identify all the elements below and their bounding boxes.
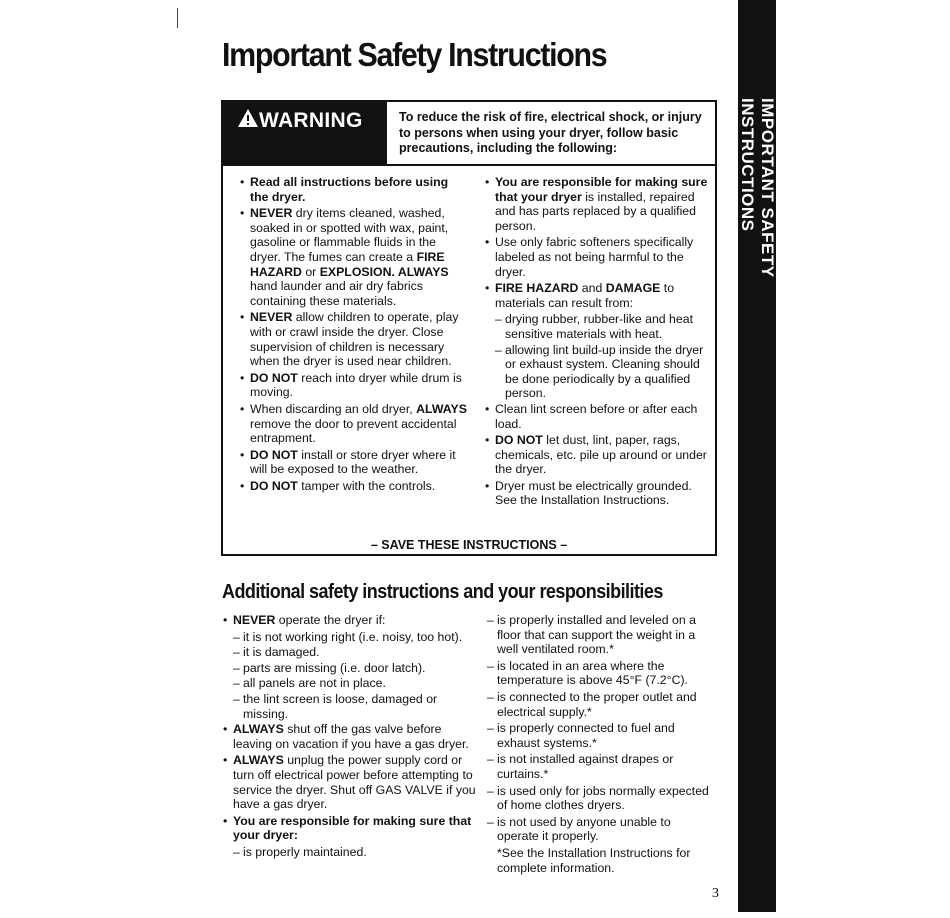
list-item: • Use only fabric softeners specifically labeled as not being harmful to the dryer. bbox=[485, 235, 710, 279]
list-item: • You are responsible for making sure that your dryer: bbox=[223, 814, 483, 843]
list-subitem: – is properly connected to fuel and exhaust systems.* bbox=[487, 721, 712, 750]
list-subitem: – is connected to the proper outlet and electrical supply.* bbox=[487, 690, 712, 719]
list-item: • NEVER dry items cleaned, washed, soaked in or spotted with wax, paint, gasoline or flammable fluids in the dryer. The fumes can create a FIRE HAZARD or EXPLOSION. ALWAYS hand launder and air dry fabrics containing these materials. bbox=[240, 206, 468, 308]
list-item: • Dryer must be electrically grounded. See the Installation Instructions. bbox=[485, 479, 710, 508]
list-item: • DO NOT tamper with the controls. bbox=[240, 479, 468, 494]
section-title: Additional safety instructions and your responsibilities bbox=[222, 581, 663, 603]
list-item: • Read all instructions before using the dryer. bbox=[240, 175, 468, 204]
warning-rule bbox=[387, 164, 715, 166]
additional-left-column bbox=[223, 613, 483, 861]
list-item: • You are responsible for making sure that your dryer is installed, repaired and has parts replaced by a qualified person. bbox=[485, 175, 710, 233]
list-item: • DO NOT install or store dryer where it will be exposed to the weather. bbox=[240, 448, 468, 477]
list-item: • DO NOT let dust, lint, paper, rags, chemicals, etc. pile up around or under the dryer. bbox=[485, 433, 710, 477]
warning-intro: To reduce the risk of fire, electrical shock, or injury to persons when using your dryer, follow basic precautions, including the following: bbox=[399, 110, 702, 155]
warning-badge bbox=[223, 102, 387, 166]
warning-box bbox=[221, 100, 717, 556]
list-subitem: – parts are missing (i.e. door latch). bbox=[223, 661, 483, 676]
side-tab bbox=[738, 0, 776, 912]
side-tab-label: IMPORTANT SAFETY INSTRUCTIONS bbox=[738, 98, 777, 278]
warning-triangle-icon bbox=[237, 108, 259, 128]
list-subitem: – is properly maintained. bbox=[223, 845, 483, 860]
list-subitem: – drying rubber, rubber-like and heat sensitive materials with heat. bbox=[485, 312, 710, 341]
list-item: • When discarding an old dryer, ALWAYS remove the door to prevent accidental entrapment. bbox=[240, 402, 468, 446]
list-item: • DO NOT reach into dryer while drum is moving. bbox=[240, 371, 468, 400]
margin-mark bbox=[177, 8, 178, 28]
list-item: • ALWAYS shut off the gas valve before leaving on vacation if you have a gas dryer. bbox=[223, 722, 483, 751]
list-subitem: – is used only for jobs normally expected of home clothes dryers. bbox=[487, 784, 712, 813]
warning-left-column bbox=[240, 175, 468, 495]
list-subitem: – it is not working right (i.e. noisy, too hot). bbox=[223, 630, 483, 645]
page-number: 3 bbox=[712, 886, 719, 901]
list-subitem: – is not used by anyone unable to operate it properly. bbox=[487, 815, 712, 844]
footnote: *See the Installation Instructions for complete information. bbox=[497, 845, 691, 875]
list-subitem: – is not installed against drapes or curtains.* bbox=[487, 752, 712, 781]
list-subitem: – it is damaged. bbox=[223, 645, 483, 660]
list-item: • NEVER operate the dryer if: bbox=[223, 613, 483, 628]
warning-right-column bbox=[485, 175, 710, 510]
list-subitem: – allowing lint build-up inside the dryer or exhaust system. Cleaning should be done periodically by a qualified person. bbox=[485, 343, 710, 401]
list-subitem: – is properly installed and leveled on a floor that can support the weight in a well ventilated room.* bbox=[487, 613, 712, 657]
list-subitem: – all panels are not in place. bbox=[223, 676, 483, 691]
list-item: • Clean lint screen before or after each load. bbox=[485, 402, 710, 431]
page-title: Important Safety Instructions bbox=[222, 36, 607, 73]
list-item: • ALWAYS unplug the power supply cord or turn off electrical power before attempting to service the dryer. Shut off GAS VALVE if you have a gas dryer. bbox=[223, 753, 483, 811]
list-subitem: – is located in an area where the temperature is above 45°F (7.2°C). bbox=[487, 659, 712, 688]
additional-right-column bbox=[487, 613, 712, 877]
list-subitem: – the lint screen is loose, damaged or missing. bbox=[223, 692, 483, 721]
list-item: • FIRE HAZARD and DAMAGE to materials can result from: bbox=[485, 281, 710, 310]
list-item: • NEVER allow children to operate, play with or crawl inside the dryer. Close supervision of children is necessary when the dryer is used near children. bbox=[240, 310, 468, 368]
warning-word: WARNING bbox=[259, 109, 363, 132]
save-instructions-line: – SAVE THESE INSTRUCTIONS – bbox=[370, 538, 568, 552]
